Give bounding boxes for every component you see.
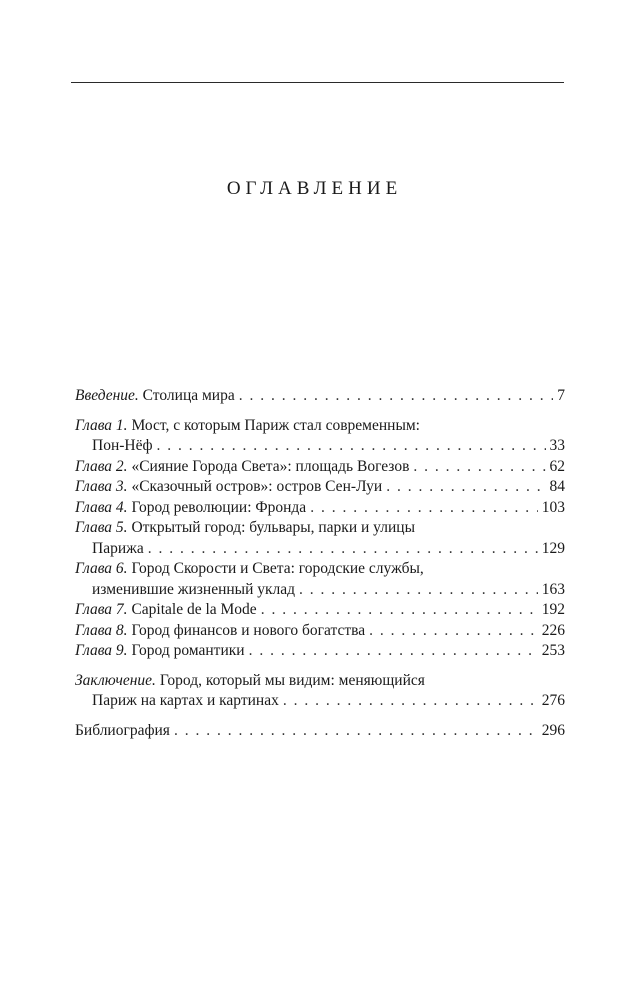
toc-text: Библиография [75, 721, 170, 739]
toc-line-continued [75, 436, 565, 457]
toc-line [75, 671, 565, 692]
toc-line [75, 518, 565, 539]
toc-text: Париж на картах и картинах [92, 692, 279, 709]
toc-label: Глава 5. [75, 519, 128, 536]
toc-text: Город романтики [131, 642, 245, 659]
toc-entry-chapter-2[interactable] [75, 457, 565, 478]
dot-leader [386, 477, 545, 498]
toc-label: Глава 4. [75, 498, 128, 516]
table-of-contents [75, 386, 565, 741]
toc-label: Глава 1. [75, 416, 128, 434]
toc-label: Глава 3. [75, 478, 128, 495]
toc-entry-chapter-8[interactable] [75, 621, 565, 642]
toc-page-number: 84 [549, 478, 565, 495]
toc-text: «Сказочный остров»: остров Сен-Луи [131, 478, 383, 495]
toc-label: Глава 6. [75, 560, 128, 577]
toc-page-number: 7 [557, 387, 565, 404]
toc-entry-chapter-5[interactable] [75, 518, 565, 559]
toc-label: Глава 9. [75, 642, 128, 659]
toc-entry-chapter-7[interactable] [75, 600, 565, 621]
page-title: ОГЛАВЛЕНИЕ [226, 178, 403, 199]
toc-line [75, 416, 565, 437]
toc-page-number: 62 [549, 457, 565, 475]
toc-line-continued [75, 580, 565, 601]
toc-text: Пон-Нёф [92, 437, 153, 454]
toc-line [75, 621, 565, 642]
toc-entry-intro[interactable] [75, 386, 565, 407]
toc-page-number: 33 [549, 437, 565, 454]
toc-label: Заключение. [75, 671, 156, 689]
toc-label: Глава 2. [75, 457, 128, 475]
toc-line [75, 386, 565, 407]
dot-leader [174, 721, 538, 742]
toc-label: Глава 7. [75, 601, 128, 618]
toc-text: Capitale de la Mode [131, 601, 257, 618]
toc-entry-chapter-1[interactable] [75, 416, 565, 457]
toc-line [75, 457, 565, 478]
toc-page-number: 296 [541, 721, 565, 739]
toc-line [75, 477, 565, 498]
toc-page-number: 226 [541, 621, 565, 639]
toc-label: Введение. [75, 387, 139, 404]
toc-line-continued [75, 691, 565, 712]
toc-text: Город, который мы видим: меняющийся [159, 671, 425, 689]
toc-line [75, 559, 565, 580]
toc-text: Парижа [92, 539, 144, 557]
toc-text: «Сияние Города Света»: площадь Вогезов [131, 457, 410, 475]
toc-text: Город финансов и нового богатства [131, 621, 366, 639]
dot-leader [299, 580, 538, 601]
dot-leader [369, 621, 538, 642]
dot-leader [157, 436, 546, 457]
toc-page-number: 129 [541, 539, 565, 557]
toc-page-number: 163 [541, 580, 565, 598]
toc-text: изменившие жизненный уклад [92, 580, 296, 598]
toc-page-number: 103 [541, 498, 565, 516]
toc-line [75, 641, 565, 662]
toc-line [75, 721, 565, 742]
dot-leader [283, 691, 538, 712]
toc-line [75, 498, 565, 519]
toc-entry-chapter-6[interactable] [75, 559, 565, 600]
toc-entry-bibliography[interactable] [75, 721, 565, 742]
toc-entry-chapter-3[interactable] [75, 477, 565, 498]
dot-leader [261, 600, 538, 621]
toc-text: Город Скорости и Света: городские службы, [131, 560, 424, 577]
toc-text: Мост, с которым Париж стал современным: [131, 416, 420, 434]
toc-label: Глава 8. [75, 621, 128, 639]
toc-text: Столица мира [142, 387, 235, 404]
dot-leader [310, 498, 538, 519]
toc-entry-chapter-9[interactable] [75, 641, 565, 662]
toc-text: Город революции: Фронда [131, 498, 307, 516]
dot-leader [239, 386, 554, 407]
toc-page-number: 253 [541, 642, 565, 659]
toc-page-number: 276 [541, 692, 565, 709]
toc-line [75, 600, 565, 621]
dot-leader [249, 641, 538, 662]
toc-entry-chapter-4[interactable] [75, 498, 565, 519]
toc-text: Открытый город: бульвары, парки и улицы [131, 519, 415, 536]
toc-entry-conclusion[interactable] [75, 671, 565, 712]
toc-line-continued [75, 539, 565, 560]
top-rule [71, 82, 564, 83]
dot-leader [413, 457, 545, 478]
dot-leader [148, 539, 538, 560]
toc-page-number: 192 [541, 601, 565, 618]
